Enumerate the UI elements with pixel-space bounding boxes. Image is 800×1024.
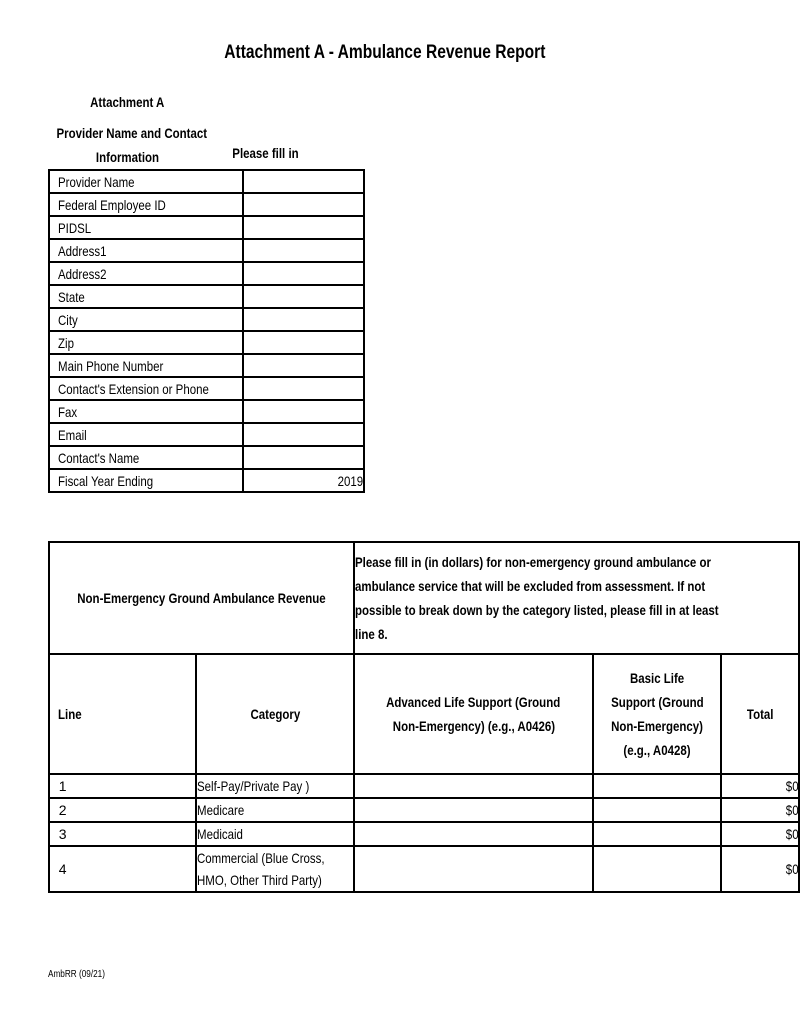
info-value-field[interactable] [243,216,364,239]
info-value-field[interactable] [243,446,364,469]
info-label: City [49,308,243,331]
info-value-field[interactable]: 2019 [243,469,364,492]
info-row [49,377,364,400]
bls-amount-field[interactable] [593,822,721,846]
info-value-field[interactable] [243,308,364,331]
info-row [49,331,364,354]
als-amount-field[interactable] [354,846,593,892]
provider-info-header: Provider Name and Contact Information [56,125,208,165]
info-row [49,239,364,262]
info-label: Fax [49,400,243,423]
revenue-row [49,774,799,798]
info-row [49,354,364,377]
info-row [49,308,364,331]
info-label: Contact's Extension or Phone [49,377,243,400]
info-label: Contact's Name [49,446,243,469]
info-row [49,193,364,216]
info-label: Address1 [49,239,243,262]
info-row [49,400,364,423]
info-value-field[interactable] [243,423,364,446]
revenue-row [49,822,799,846]
info-value-field[interactable] [243,239,364,262]
als-amount-field[interactable] [354,822,593,846]
attachment-label: Attachment A [90,94,165,110]
col-category-header: Category [196,654,354,774]
revenue-title-row [49,542,799,654]
info-label: Email [49,423,243,446]
info-value-field[interactable] [243,377,364,400]
info-row [49,469,364,492]
bls-amount-field[interactable] [593,798,721,822]
revenue-total: $0 [721,822,799,846]
info-label: Provider Name [49,170,243,193]
info-value-field[interactable] [243,170,364,193]
col-bls-header: Basic Life Support (Ground Non-Emergency) (e.g., A0428) [593,654,721,774]
provider-info-table [48,169,365,493]
revenue-line-number: 1 [49,774,196,798]
als-amount-field[interactable] [354,774,593,798]
revenue-instructions: Please fill in (in dollars) for non-emergency ground ambulance or ambulance service that will be excluded from assessment. If not possible to break down by the category listed, please fill in at least line 8. [354,542,799,654]
page-title: Attachment A - Ambulance Revenue Report [224,42,546,63]
info-label: State [49,285,243,308]
info-value-field[interactable] [243,400,364,423]
revenue-table [48,541,800,893]
revenue-line-number: 2 [49,798,196,822]
bls-amount-field[interactable] [593,774,721,798]
revenue-total: $0 [721,774,799,798]
col-total-header: Total [721,654,799,774]
col-line-header: Line [49,654,196,774]
revenue-row [49,798,799,822]
revenue-section-title: Non-Emergency Ground Ambulance Revenue [49,542,354,654]
revenue-column-header-row [49,654,799,774]
revenue-row [49,846,799,892]
revenue-category: Medicare [196,798,354,822]
info-value-field[interactable] [243,331,364,354]
info-row [49,285,364,308]
info-value-field[interactable] [243,285,364,308]
revenue-total: $0 [721,798,799,822]
bls-amount-field[interactable] [593,846,721,892]
info-row [49,262,364,285]
info-label: PIDSL [49,216,243,239]
info-label: Fiscal Year Ending [49,469,243,492]
info-label: Address2 [49,262,243,285]
revenue-category: Self-Pay/Private Pay ) [196,774,354,798]
info-label: Federal Employee ID [49,193,243,216]
info-label: Main Phone Number [49,354,243,377]
revenue-category: Commercial (Blue Cross, HMO, Other Third Party) [196,846,354,892]
info-row [49,423,364,446]
revenue-line-number: 3 [49,822,196,846]
info-row [49,170,364,193]
info-value-field[interactable] [243,354,364,377]
revenue-total: $0 [721,846,799,892]
revenue-category: Medicaid [196,822,354,846]
info-value-field[interactable] [243,193,364,216]
col-als-header: Advanced Life Support (Ground Non-Emergency) (e.g., A0426) [354,654,593,774]
info-value-field[interactable] [243,262,364,285]
info-row [49,446,364,469]
info-row [49,216,364,239]
revenue-line-number: 4 [49,846,196,892]
please-fill-in-header: Please fill in [231,145,299,161]
info-label: Zip [49,331,243,354]
als-amount-field[interactable] [354,798,593,822]
form-footer-code: AmbRR (09/21) [48,969,105,980]
